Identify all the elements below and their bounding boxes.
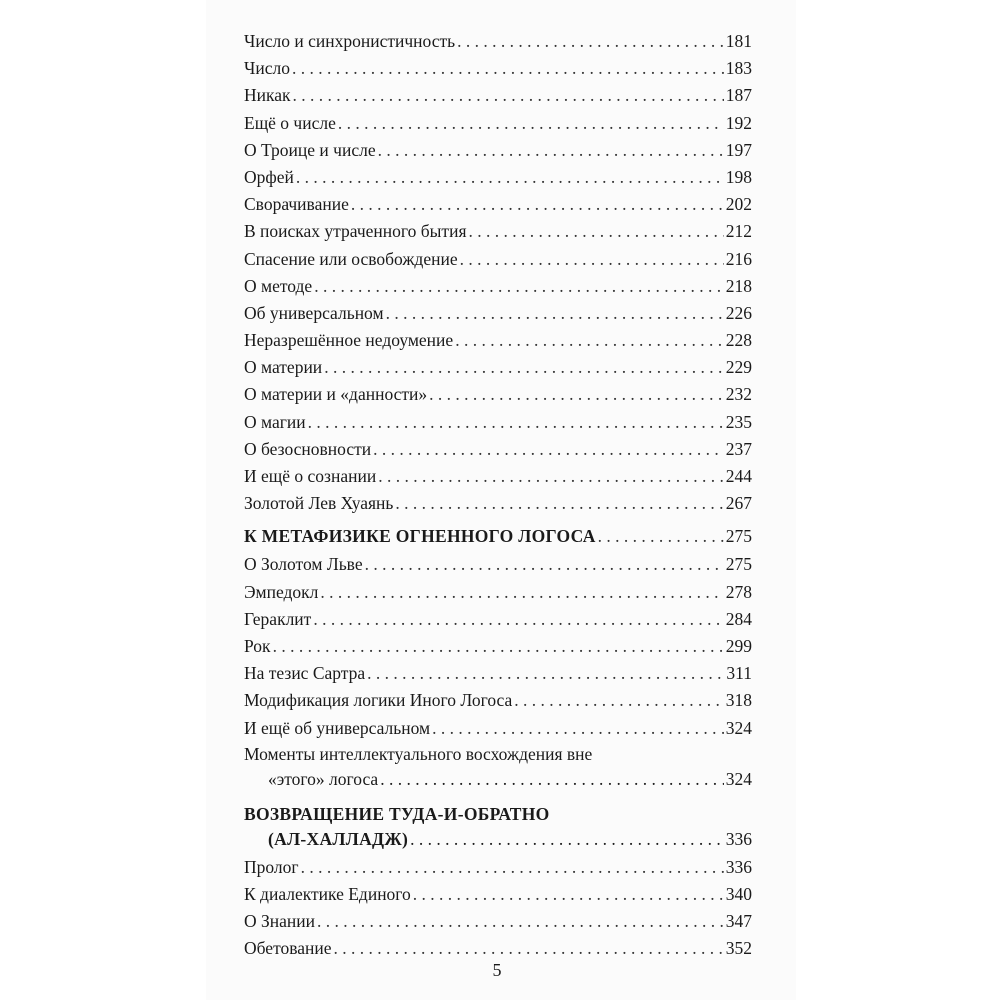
leader-dots: [460, 246, 724, 273]
section-line2: [244, 827, 752, 852]
entry-title: Об универсальном: [244, 302, 384, 323]
entry-page-number: 226: [725, 302, 752, 323]
leader-dots: [386, 300, 724, 327]
entry-title: Рок: [244, 635, 271, 656]
toc-entry: [244, 633, 752, 660]
entry-page-number: 228: [725, 330, 752, 351]
toc-entry: [244, 409, 752, 436]
leader-dots: [301, 854, 724, 881]
entry-title: Ещё о числе: [244, 112, 336, 133]
toc-entry: [244, 55, 752, 82]
entry-page-number: 216: [725, 248, 752, 269]
entry-page-number: 318: [725, 690, 752, 711]
leader-dots: [351, 191, 724, 218]
entry-title: О Троице и числе: [244, 139, 376, 160]
toc-entry: [244, 854, 752, 881]
leader-dots: [314, 273, 724, 300]
toc-entry: [244, 490, 752, 517]
entry-title: Пролог: [244, 856, 299, 877]
leader-dots: [334, 935, 724, 962]
toc-entry: [244, 273, 752, 300]
entry-title: И ещё об универсальном: [244, 717, 431, 738]
toc-entry: [244, 246, 752, 273]
toc-list-a: [244, 28, 752, 517]
entry-page-number: 299: [725, 635, 752, 656]
entry-title: Никак: [244, 85, 291, 106]
toc-entry: [244, 660, 752, 687]
toc-entry: [244, 218, 752, 245]
entry-title: Число и синхронистичность: [244, 31, 456, 51]
entry-page-number: 212: [725, 221, 752, 242]
toc-entry: [244, 191, 752, 218]
leader-dots: [320, 579, 723, 606]
entry-page-number: 197: [725, 139, 752, 160]
entry-page-number: 324: [725, 717, 752, 738]
toc-entry: [244, 28, 752, 55]
entry-page-number: 340: [725, 883, 752, 904]
entry-page-number: 235: [725, 411, 752, 432]
toc-entry: [244, 908, 752, 935]
leader-dots: [313, 606, 723, 633]
entry-title: Золотой Лев Хуаянь: [244, 493, 394, 514]
entry-title: О магии: [244, 411, 306, 432]
entry-page-number: 347: [725, 911, 752, 932]
entry-page-number: 237: [725, 438, 752, 459]
toc-entry: [244, 164, 752, 191]
leader-dots: [413, 881, 724, 908]
leader-dots: [292, 55, 724, 82]
toc-entry: [244, 687, 752, 714]
leader-dots: [367, 660, 724, 687]
toc-entry: [244, 381, 752, 408]
leader-dots: [338, 110, 724, 137]
leader-dots: [598, 523, 724, 550]
entry-page-number: 218: [725, 275, 752, 296]
toc-entry: [244, 551, 752, 578]
toc-section-heading-multiline: [244, 802, 752, 852]
toc-entry: [244, 606, 752, 633]
page-folio: 5: [492, 960, 502, 980]
toc-entry: [244, 935, 752, 962]
entry-title: Число: [244, 58, 290, 79]
leader-dots: [317, 908, 724, 935]
entry-title: И ещё о сознании: [244, 466, 377, 486]
entry-page-number: 192: [725, 112, 752, 133]
toc-entry: [244, 579, 752, 606]
section-page-number: 275: [725, 526, 752, 547]
entry-title: Орфей: [244, 166, 294, 187]
entry-page-number: 267: [725, 493, 752, 514]
entry-title: В поисках утраченного бытия: [244, 221, 467, 242]
entry-title: О Золотом Льве: [244, 554, 363, 575]
leader-dots: [373, 436, 724, 463]
section-title-line2: (АЛ-ХАЛЛАДЖ): [268, 828, 409, 849]
leader-dots: [378, 137, 724, 164]
entry-page-number: 183: [725, 58, 752, 79]
entry-page-number: 198: [725, 166, 752, 187]
entry-page-number: 275: [725, 554, 752, 575]
toc-list-c: [244, 854, 752, 963]
entry-page-number: 232: [725, 384, 752, 405]
leader-dots: [293, 82, 724, 109]
toc-entry: [244, 110, 752, 137]
section-page-number: 336: [725, 828, 752, 849]
entry-title: Эмпедокл: [244, 581, 319, 602]
entry-page-number: 284: [725, 608, 752, 629]
entry-title: К диалектике Единого: [244, 883, 411, 904]
entry-title: На тезис Сартра: [244, 663, 366, 684]
entry-title-line2: «этого» логоса: [268, 768, 379, 789]
leader-dots: [395, 490, 723, 517]
entry-title: Гераклит: [244, 608, 312, 629]
entry-title: О материи: [244, 357, 323, 378]
leader-dots: [365, 551, 724, 578]
entry-title: О методе: [244, 275, 313, 296]
toc-entry: [244, 463, 752, 490]
entry-title: Спасение или освобождение: [244, 248, 458, 269]
leader-dots: [296, 164, 724, 191]
entry-page-number: 229: [725, 357, 752, 378]
entry-page-number: 324: [725, 768, 752, 789]
toc-entry: [244, 82, 752, 109]
leader-dots: [324, 354, 724, 381]
entry-page-number: 352: [725, 938, 752, 959]
entry-title: О безосновности: [244, 438, 372, 459]
toc-entry: [244, 881, 752, 908]
leader-dots: [308, 409, 724, 436]
entry-title: О материи и «данности»: [244, 384, 428, 405]
entry-page-number: 187: [725, 85, 752, 106]
entry-title: Неразрешённое недоумение: [244, 330, 454, 351]
entry-page-number: 181: [725, 31, 752, 51]
section-title-line1: ВОЗВРАЩЕНИЕ ТУДА-И-ОБРАТНО: [244, 803, 550, 824]
entry-title: О Знании: [244, 911, 316, 932]
leader-dots: [273, 633, 724, 660]
entry-page-number: 202: [725, 194, 752, 215]
entry-title: Обетование: [244, 938, 332, 959]
toc-entry: [244, 715, 752, 742]
section-title: К МЕТАФИЗИКЕ ОГНЕННОГО ЛОГОСА: [244, 526, 596, 547]
leader-dots: [410, 827, 724, 852]
entry-title-line1: Моменты интеллектуального восхождения вне: [244, 743, 593, 764]
toc-section-heading: [244, 523, 752, 551]
entry-page-number: 278: [725, 581, 752, 602]
toc-multiline-entry: [244, 742, 752, 792]
toc-entry: [244, 327, 752, 354]
toc-entry: [244, 354, 752, 381]
toc-entry: [244, 436, 752, 463]
leader-dots: [378, 463, 724, 490]
toc-list-b: [244, 551, 752, 741]
toc-entry: [244, 137, 752, 164]
toc-entry: [244, 300, 752, 327]
leader-dots: [514, 687, 723, 714]
leader-dots: [469, 218, 724, 245]
leader-dots: [455, 327, 724, 354]
entry-page-number: 244: [725, 466, 752, 486]
entry-title: Модификация логики Иного Логоса: [244, 690, 513, 711]
entry-page-number: 311: [726, 663, 752, 684]
leader-dots: [429, 381, 724, 408]
entry-line2: [244, 767, 752, 792]
leader-dots: [432, 715, 724, 742]
entry-page-number: 336: [725, 856, 752, 877]
entry-title: Сворачивание: [244, 194, 349, 215]
leader-dots: [380, 767, 724, 792]
leader-dots: [457, 28, 724, 55]
table-of-contents: [244, 28, 752, 962]
